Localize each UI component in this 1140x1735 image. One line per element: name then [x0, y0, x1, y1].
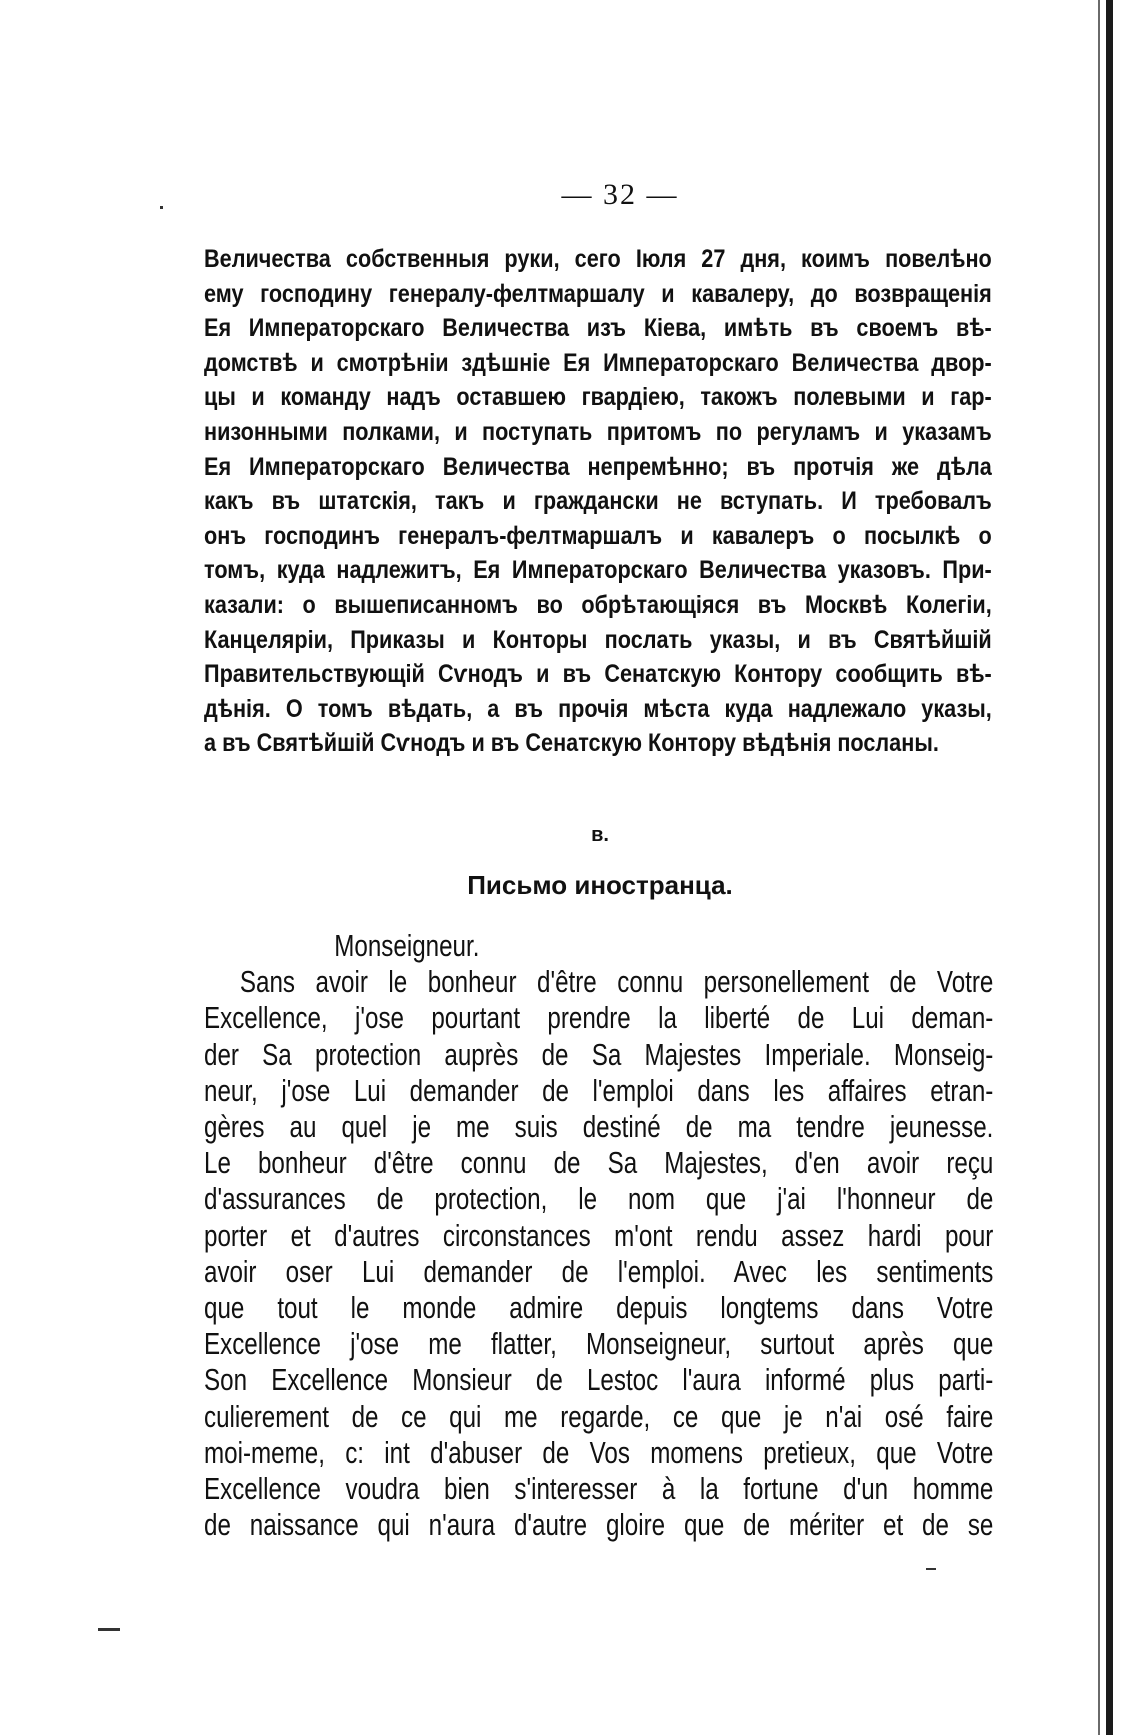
- text-line: que tout le monde admire depuis longtems dans Votre: [204, 1290, 994, 1326]
- text-line: ему господину генералу-фелтмаршалу и кавалеру, до возвращенія: [204, 279, 992, 308]
- text-line: de naissance qui n'aura d'autre gloire que de mériter et de se: [204, 1507, 994, 1543]
- text-line: Excellence voudra bien s'interesser à la fortune d'un homme: [204, 1471, 994, 1507]
- section-letter: в.: [591, 824, 609, 846]
- text-line: Правительствующій Сѵнодъ и въ Сенатскую Контору сообщить вѣ-: [204, 660, 992, 689]
- print-speck: [98, 1628, 120, 1631]
- section-title: Письмо иностранца.: [467, 870, 733, 900]
- text-line: Excellence, j'ose pourtant prendre la liberté de Lui deman-: [204, 1000, 994, 1036]
- text-line: казали: о вышеписанномъ во обрѣтающіяся въ Москвѣ Колегіи,: [204, 590, 992, 619]
- text-line: gères au quel je me suis destiné de ma tendre jeunesse.: [204, 1109, 994, 1145]
- text-line: онъ господинъ генералъ-фелтмаршалъ и кавалеръ о посылкѣ о: [204, 521, 992, 550]
- text-line: d'assurances de protection, le nom que j'ai l'honneur de: [204, 1181, 994, 1217]
- text-line: дѣнія. О томъ вѣдать, а въ прочія мѣста куда надлежало указы,: [204, 694, 992, 723]
- text-line: avoir oser Lui demander de l'emploi. Avec les sentiments: [204, 1253, 994, 1289]
- text-line: цы и команду надъ оставшею гвардіею, такожъ полевыми и гар-: [204, 383, 992, 412]
- text-line: Ея Императорскаго Величества изъ Кіева, имѣть въ своемъ вѣ-: [204, 314, 992, 343]
- text-line: Son Excellence Monsieur de Lestoc l'aura informé plus parti-: [204, 1362, 994, 1398]
- text-line: der Sa protection auprès de Sa Majestes Imperiale. Monseig-: [204, 1036, 994, 1072]
- text-line: низонными полками, и поступать притомъ по регуламъ и указамъ: [204, 417, 992, 446]
- russian-paragraph: [204, 242, 992, 761]
- text-line: а въ Святѣйшій Сѵнодъ и въ Сенатскую Контору вѣдѣнія посланы.: [204, 729, 939, 758]
- text-line: neur, j'ose Lui demander de l'emploi dans les affaires etran-: [204, 1072, 994, 1108]
- text-line: томъ, куда надлежитъ, Ея Императорскаго Величества указовъ. При-: [204, 556, 992, 585]
- text-line: porter et d'autres circonstances m'ont rendu assez hardi pour: [204, 1217, 994, 1253]
- text-line: Ея Императорскаго Величества непремѣнно; въ протчія же дѣла: [204, 452, 992, 481]
- text-line: culierement de ce qui me regarde, ce que je n'ai osé faire: [204, 1398, 994, 1434]
- text-line: домствѣ и смотрѣніи здѣшніе Ея Императорскаго Величества двор-: [204, 348, 992, 377]
- print-speck: [926, 1568, 936, 1570]
- print-speck: [160, 206, 163, 209]
- salutation: Monseigneur.: [334, 928, 480, 963]
- text-line: moi-meme, c: int d'abuser de Vos momens pretieux, que Votre: [204, 1434, 994, 1470]
- text-line: Sans avoir le bonheur d'être connu personellement de Votre: [239, 964, 994, 1000]
- page-number: — 32 —: [561, 178, 679, 211]
- text-line: Excellence j'ose me flatter, Monseigneur, surtout après que: [204, 1326, 994, 1362]
- text-line: Le bonheur d'être connu de Sa Majestes, d'en avoir reçu: [204, 1145, 994, 1181]
- text-line: Канцеляріи, Приказы и Конторы послать указы, и въ Святѣйшій: [204, 625, 992, 654]
- text-line: какъ въ штатскія, такъ и граждански не вступать. И требовалъ: [204, 487, 992, 516]
- french-letter: [204, 928, 993, 1543]
- text-line: Величества собственныя руки, сего Іюля 27 дня, коимъ повелѣно: [204, 245, 992, 273]
- binding-shadow-thin: [1098, 0, 1100, 1735]
- binding-edge: [1106, 0, 1113, 1735]
